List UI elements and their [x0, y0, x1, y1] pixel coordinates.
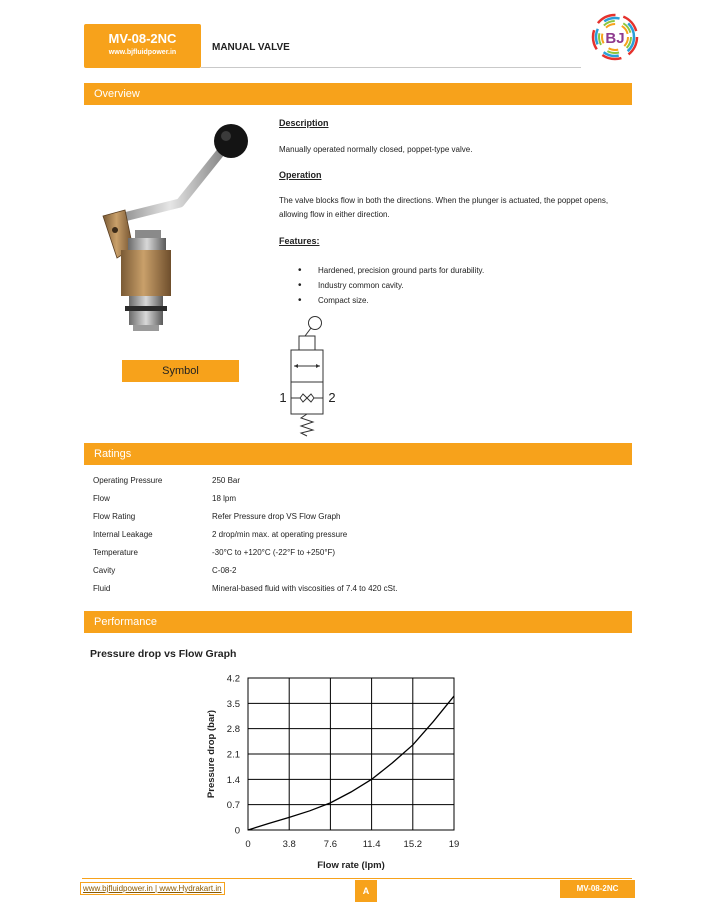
y-axis-label: Pressure drop (bar)	[206, 709, 217, 799]
rating-label: Internal Leakage	[93, 530, 153, 539]
port-1-label: 1	[279, 390, 287, 405]
x-tick-label: 15.2	[403, 839, 423, 850]
rating-label: Cavity	[93, 566, 116, 575]
description-heading: Description	[279, 118, 329, 128]
features-heading: Features:	[279, 236, 320, 246]
model-code-badge	[84, 24, 201, 68]
y-tick-label: 4.2	[226, 673, 240, 685]
section-overview: Overview	[84, 83, 632, 105]
rating-label: Flow Rating	[93, 512, 136, 521]
symbol-label: Symbol	[122, 360, 239, 382]
footer-divider	[82, 878, 632, 879]
description-text: Manually operated normally closed, poppet-type valve.	[279, 145, 473, 154]
x-tick-label: 11.4	[362, 839, 381, 850]
chart-title: Pressure drop vs Flow Graph	[90, 648, 237, 660]
y-tick-label: 2.8	[226, 724, 240, 736]
model-code: MV-08-2NC	[108, 31, 177, 46]
rating-value: 250 Bar	[212, 476, 241, 485]
rating-value: C-08-2	[212, 566, 237, 575]
rating-value: 18 lpm	[212, 494, 237, 503]
rating-value: -30°C to +120°C (-22°F to +250°F)	[212, 548, 336, 557]
header-divider	[201, 67, 581, 68]
footer-model-code: MV-08-2NC	[560, 880, 635, 898]
section-ratings: Ratings	[84, 443, 632, 465]
feature-item: • Compact size.	[298, 294, 484, 309]
y-tick-label: 2.1	[226, 749, 240, 761]
footer-links[interactable]: www.bjfluidpower.in | www.Hydrakart.in	[80, 882, 225, 895]
logo-text: BJ	[605, 30, 625, 47]
x-tick-label: 19	[448, 839, 460, 850]
bj-logo	[590, 12, 640, 62]
rating-label: Flow	[93, 494, 110, 503]
features-list	[298, 264, 484, 309]
x-tick-label: 7.6	[323, 839, 338, 850]
operation-text: The valve blocks flow in both the directions. When the plunger is actuated, the poppet opens, allowing flow in either direction.	[279, 196, 609, 219]
rating-value: Mineral-based fluid with viscosities of 7.4 to 420 cSt.	[212, 584, 398, 593]
x-tick-label: 3.8	[282, 839, 296, 850]
manual-valve-image	[95, 118, 270, 333]
port-2-label: 2	[328, 390, 336, 405]
y-tick-label: 0	[234, 825, 240, 837]
page-indicator: A	[355, 880, 377, 902]
y-tick-label: 0.7	[226, 800, 240, 812]
rating-label: Temperature	[93, 548, 138, 557]
rating-label: Operating Pressure	[93, 476, 163, 485]
rating-value: 2 drop/min max. at operating pressure	[212, 530, 348, 539]
hydraulic-symbol	[276, 314, 340, 438]
feature-item: • Hardened, precision ground parts for durability.	[298, 264, 484, 279]
pressure-flow-chart	[190, 668, 480, 873]
y-tick-label: 1.4	[226, 774, 240, 786]
website-label: www.bjfluidpower.in	[108, 49, 177, 56]
x-tick-label: 0	[245, 839, 251, 850]
rating-label: Fluid	[93, 584, 111, 593]
operation-heading: Operation	[279, 170, 322, 180]
x-axis-label: Flow rate (lpm)	[317, 860, 385, 871]
feature-item: • Industry common cavity.	[298, 279, 484, 294]
page-title: MANUAL VALVE	[212, 42, 290, 53]
section-performance: Performance	[84, 611, 632, 633]
rating-value: Refer Pressure drop VS Flow Graph	[212, 512, 341, 521]
y-tick-label: 3.5	[226, 698, 240, 710]
